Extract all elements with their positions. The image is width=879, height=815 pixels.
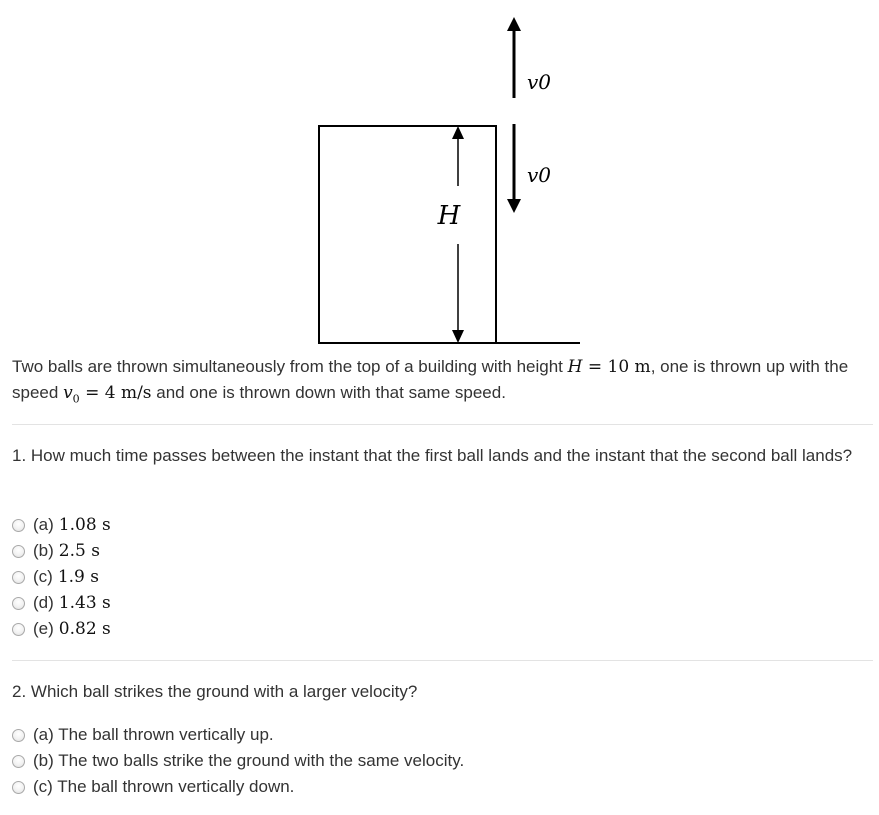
height-label: H [437,201,461,231]
q1-option-b-label: (b) 2.5 s [33,541,100,561]
velocity-down-label: v0 [527,163,552,187]
velocity-up-arrowhead-icon [507,17,521,31]
q2-option-a[interactable] [12,722,274,748]
height-arrowhead-up-icon [452,126,464,139]
problem-statement [12,354,868,412]
height-arrowhead-down-icon [452,330,464,343]
speed-symbol: v [63,383,73,403]
q2-option-a-label: (a) The ball thrown vertically up. [33,725,274,744]
q1-option-a-radio[interactable] [12,519,25,532]
q1-option-e-label: (e) 0.82 s [33,619,111,639]
q1-option-d[interactable] [12,590,111,616]
q1-option-c-label: (c) 1.9 s [33,567,99,587]
building-rect [319,126,496,343]
q2-option-b-label: (b) The two balls strike the ground with the same velocity. [33,751,465,770]
q2-option-c-label: (c) The ball thrown vertically down. [33,777,295,796]
intro-text-2: , one is thrown up with the speed [12,357,849,402]
q1-option-c[interactable] [12,564,99,590]
height-symbol: H [567,357,583,377]
q1-option-a-label: (a) 1.08 s [33,515,111,535]
speed-subscript: 0 [72,392,80,406]
q1-option-d-label: (d) 1.43 s [33,593,111,613]
building-diagram [0,0,879,345]
height-value: = 10 m [587,357,651,377]
q1-option-b-radio[interactable] [12,545,25,558]
velocity-down-arrowhead-icon [507,199,521,213]
q1-option-e-radio[interactable] [12,623,25,636]
question-2-text: 2. Which ball strikes the ground with a larger velocity? [12,682,418,701]
divider-2 [12,660,873,661]
q2-option-b-radio[interactable] [12,755,25,768]
height-math [568,357,651,377]
q2-option-b[interactable] [12,748,464,774]
q1-option-b[interactable] [12,538,100,564]
q1-option-c-radio[interactable] [12,571,25,584]
intro-text-3: and one is thrown down with that same speed. [156,383,506,402]
divider-1 [12,424,873,425]
intro-text-1: Two balls are thrown simultaneously from the top of a building with height [12,357,563,376]
q1-option-e[interactable] [12,616,111,642]
velocity-up-label: v0 [527,70,552,94]
q2-option-a-radio[interactable] [12,729,25,742]
speed-value: = 4 m/s [85,383,152,403]
q2-option-c-radio[interactable] [12,781,25,794]
q2-option-c[interactable] [12,774,294,800]
q1-option-d-radio[interactable] [12,597,25,610]
question-1-text: 1. How much time passes between the instant that the first ball lands and the instant that the second ball lands? [12,446,853,465]
speed-math [63,383,152,406]
q1-option-a[interactable] [12,512,111,538]
